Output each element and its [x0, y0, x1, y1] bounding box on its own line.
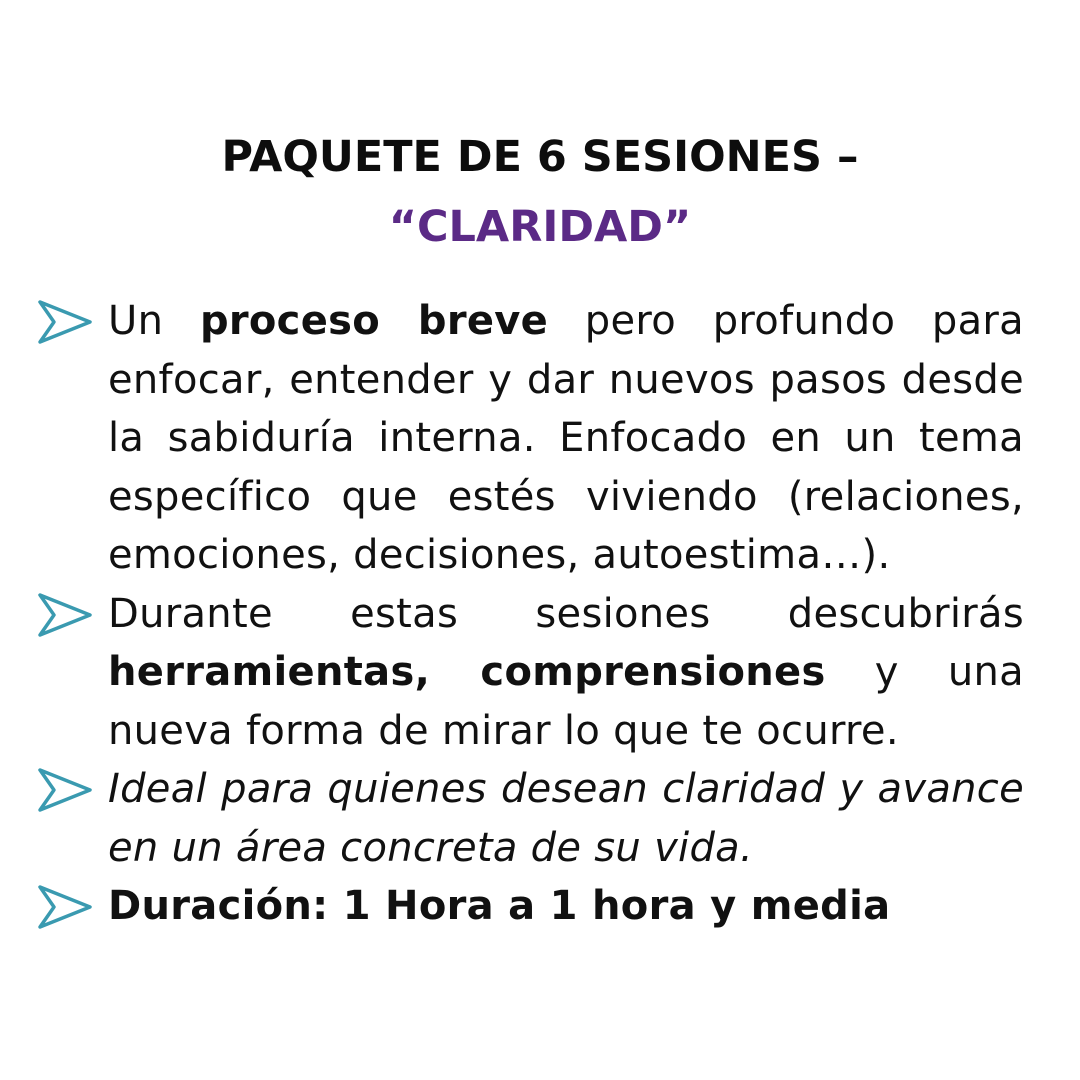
bullet-item-process [0, 292, 1024, 585]
title-line-2: “CLARIDAD” [388, 202, 692, 252]
title-line-1: PAQUETE DE 6 SESIONES – [221, 132, 859, 182]
chevron-arrow-icon [36, 766, 94, 814]
bullet-item-tools [0, 585, 1024, 761]
bullet-text-rest: y una nueva forma de mirar lo que te ocurre. [108, 649, 1024, 754]
duration-text: Duración: 1 Hora a 1 hora y media [108, 883, 891, 929]
bullet-list [0, 292, 1080, 936]
bullet-item-duration [0, 877, 1024, 936]
chevron-arrow-icon [36, 298, 94, 346]
bullet-text-lead: Un [108, 298, 200, 344]
bullet-item-ideal [0, 760, 1024, 877]
bullet-text-italic: Ideal para quienes desean claridad y avance en un área concreta de su vida. [108, 766, 1024, 871]
bullet-text-lead: Durante estas sesiones descubrirás [108, 590, 1024, 637]
bullet-text-bold: proceso breve [199, 298, 549, 344]
bullet-text-rest: pero profundo para enfocar, entender y dar nuevos pasos desde la sabiduría interna. Enfocado en un tema específico que estés viviendo (relaciones, emociones, decisiones, autoestima…). [108, 298, 1024, 578]
chevron-arrow-icon [36, 591, 94, 639]
chevron-arrow-icon [36, 883, 94, 931]
bullet-text-bold: herramientas, comprensiones [108, 649, 826, 695]
